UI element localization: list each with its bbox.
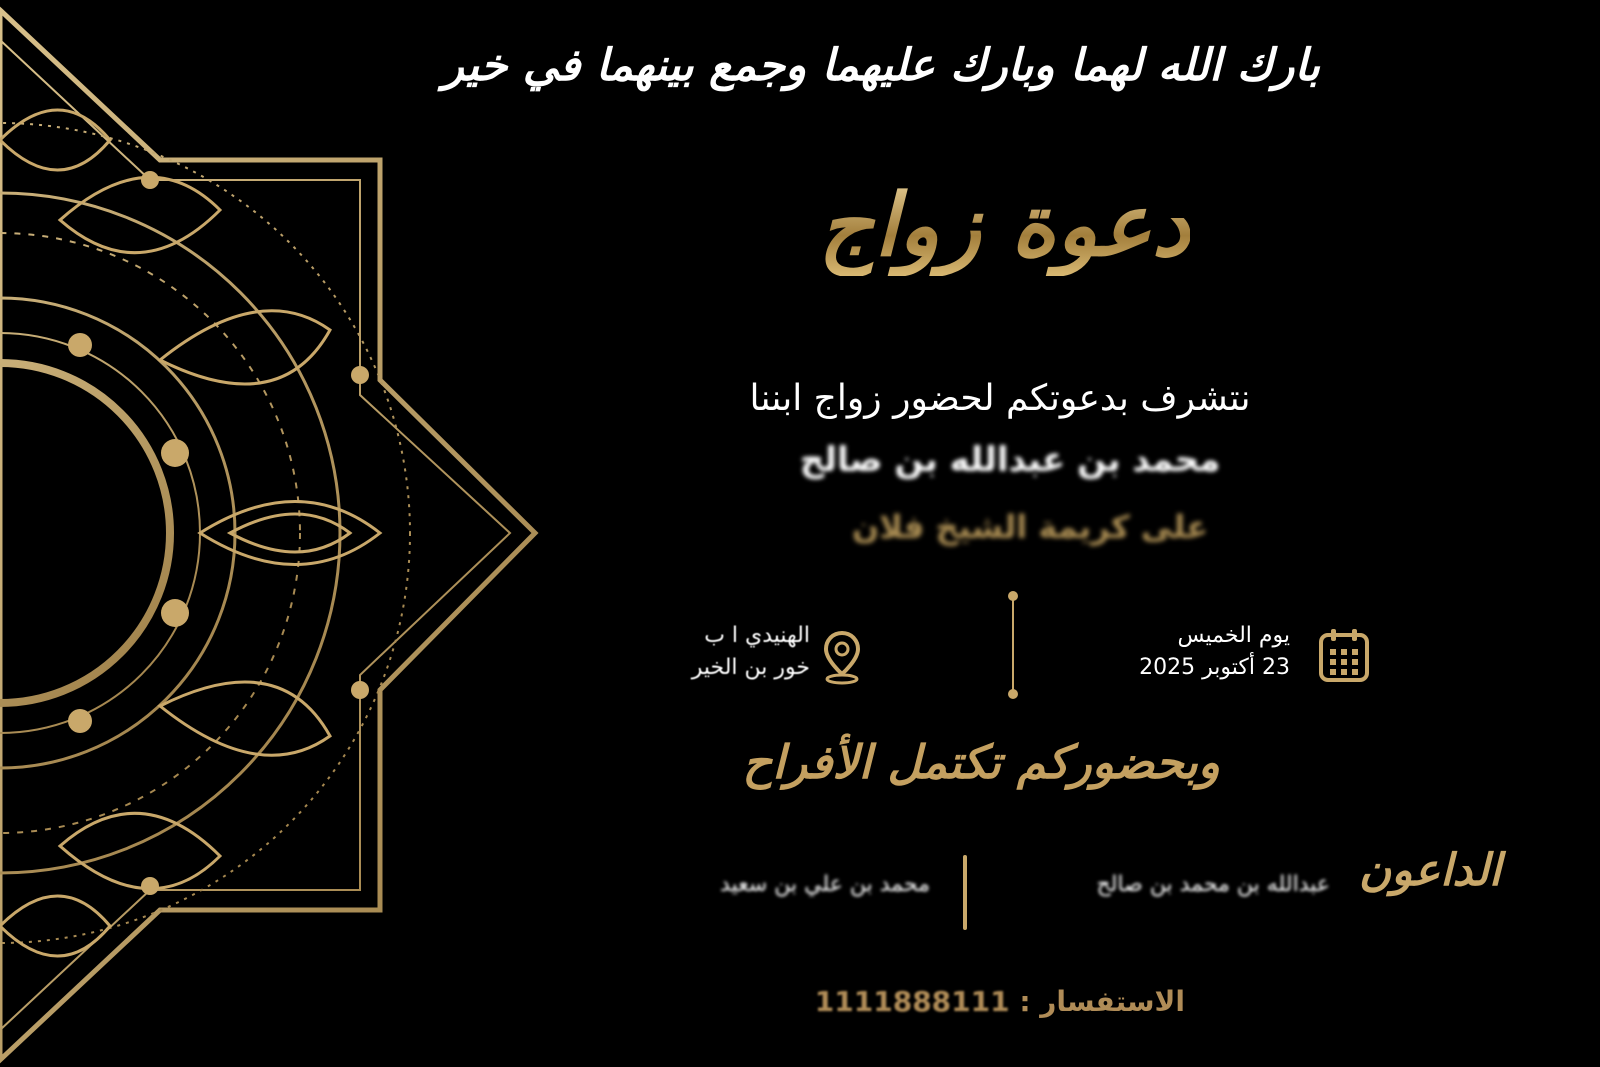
date-block [1120, 620, 1290, 684]
vertical-divider [1006, 590, 1020, 700]
location-pin-icon [822, 630, 862, 686]
invite-line: نتشرف بدعوتكم لحضور زواج ابننا [749, 378, 1251, 419]
date-day: يوم الخميس [1177, 623, 1290, 648]
inquiry-label: الاستفسار : [1019, 985, 1185, 1018]
mandala-ornament-icon [0, 0, 560, 1067]
hosts-label: الداعون [1358, 845, 1502, 896]
host-name-2: محمد بن علي بن سعيد [720, 872, 930, 897]
groom-name: محمد بن عبدالله بن صالح [799, 440, 1221, 480]
venue-line1: الهنيدي ا ب [704, 623, 810, 648]
closing-calligraphy: وبحضوركم تكتمل الأفراح [742, 735, 1220, 789]
calendar-icon [1318, 627, 1370, 683]
date-date: 23 أكتوبر 2025 [1139, 655, 1290, 680]
bride-name: على كريمة الشيخ فلان [851, 508, 1209, 546]
hosts-divider [963, 855, 967, 930]
blessing-calligraphy: بارك الله لهما وبارك عليهما وجمع بينهما في خير [442, 40, 1320, 91]
invitation-title: دعوة زواج [818, 175, 1190, 276]
inquiry-line [814, 985, 1185, 1018]
venue-block [650, 620, 810, 684]
host-name-1: عبدالله بن محمد بن صالح [1096, 872, 1330, 897]
inquiry-number: 1111888111 [814, 985, 1010, 1018]
venue-line2: خور بن الخير [691, 655, 810, 680]
